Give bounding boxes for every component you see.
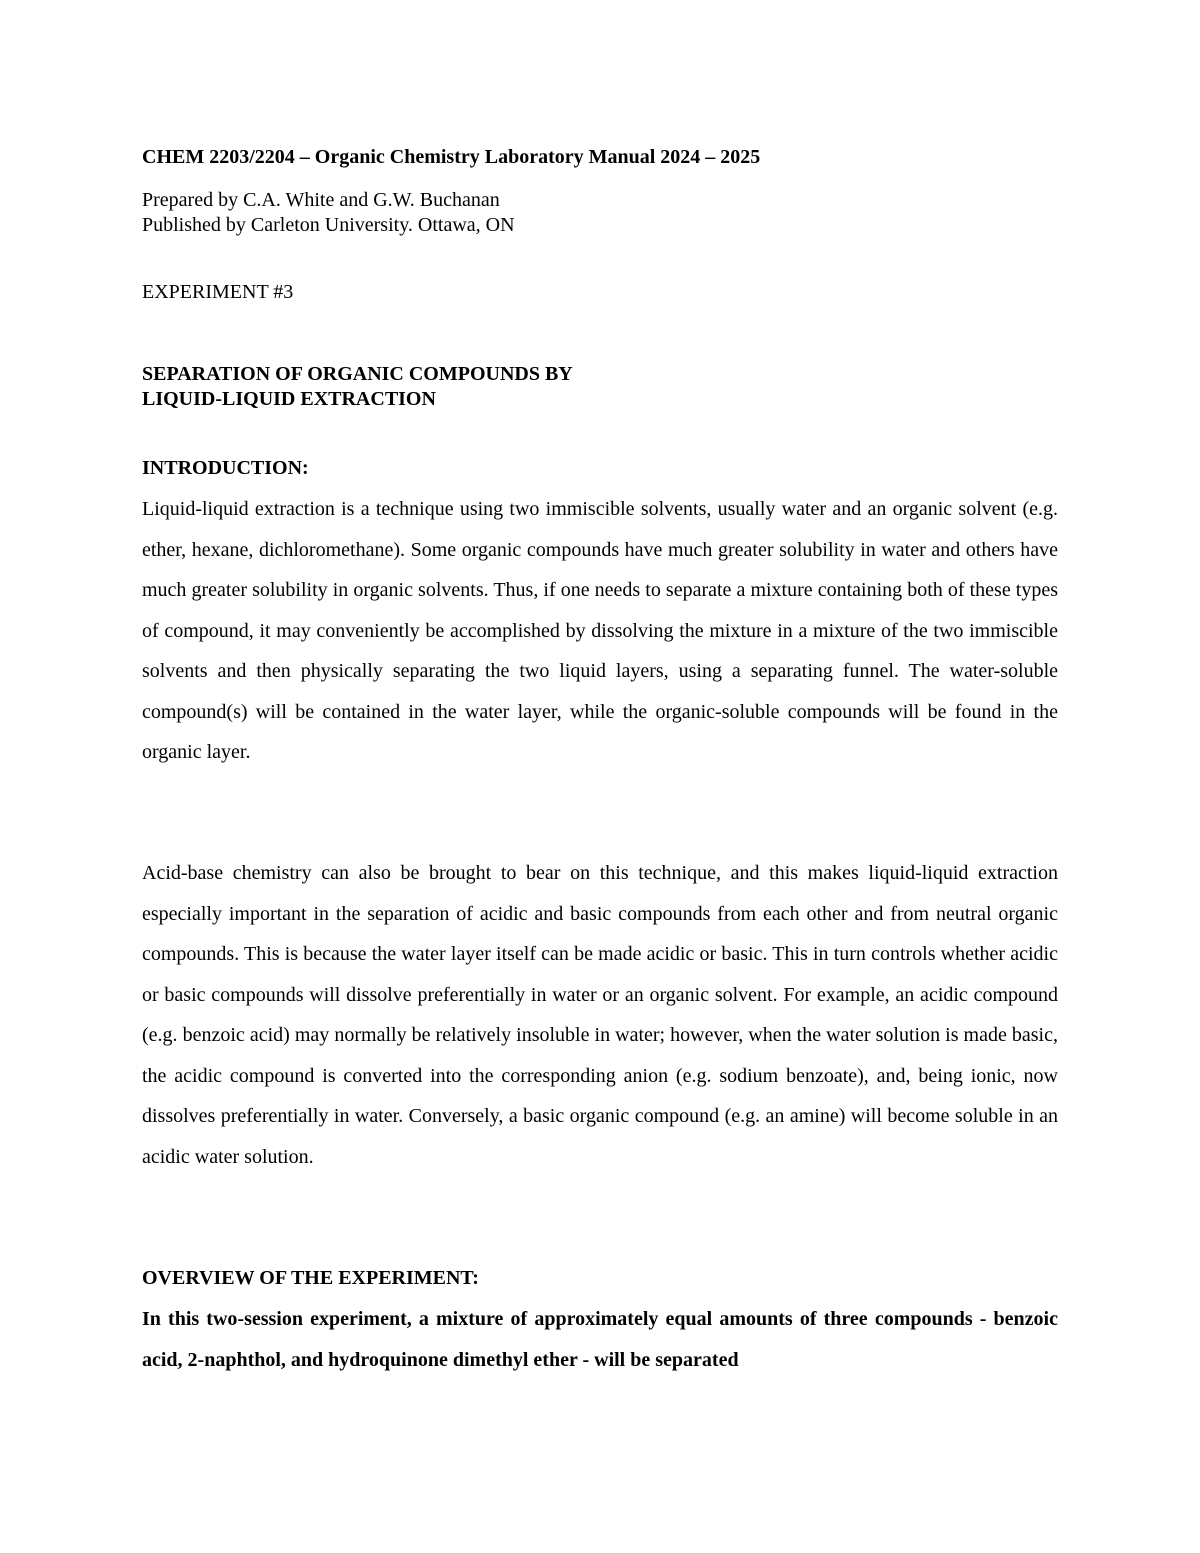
introduction-paragraph-1: Liquid-liquid extraction is a technique using two immiscible solvents, usually water and an organic solvent (e.g. ether, hexane, dichloromethane). Some organic compounds have much greater solubility in water and others have much greater solubility in organic solvents. Thus, if one needs to separate a mixture containing both of these types of compound, it may conveniently be accomplished by dissolving the mixture in a mixture of the two immiscible solvents and then physically separating the two liquid layers, using a separating funnel. The water-soluble compound(s) will be contained in the water layer, while the organic-soluble compounds will be found in the organic layer. bbox=[142, 498, 1058, 763]
introduction-heading: INTRODUCTION: bbox=[142, 457, 309, 479]
experiment-title-line1: SEPARATION OF ORGANIC COMPOUNDS BY bbox=[142, 363, 573, 385]
overview-heading: OVERVIEW OF THE EXPERIMENT: bbox=[142, 1267, 479, 1289]
published-by: Published by Carleton University. Ottawa, ON bbox=[142, 214, 515, 236]
introduction-paragraph-2: Acid-base chemistry can also be brought to bear on this technique, and this makes liquid-liquid extraction especially important in the separation of acidic and basic compounds from each other and from neutral organic compounds. This is because the water layer itself can be made acidic or basic. This in turn controls whether acidic or basic compounds will dissolve preferentially in water or an organic solvent. For example, an acidic compound (e.g. benzoic acid) may normally be relatively insoluble in water; however, when the water solution is made basic, the acidic compound is converted into the corresponding anion (e.g. sodium benzoate), and, being ionic, now dissolves preferentially in water. Conversely, a basic organic compound (e.g. an amine) will become soluble in an acidic water solution. bbox=[142, 862, 1058, 1168]
overview-paragraph: In this two-session experiment, a mixture of approximately equal amounts of three compounds - benzoic acid, 2-naphthol, and hydroquinone dimethyl ether - will be separated bbox=[142, 1308, 1058, 1371]
manual-title: CHEM 2203/2204 – Organic Chemistry Laboratory Manual 2024 – 2025 bbox=[142, 146, 761, 168]
experiment-number: EXPERIMENT #3 bbox=[142, 281, 294, 303]
experiment-title-line2: LIQUID-LIQUID EXTRACTION bbox=[142, 388, 436, 410]
prepared-by: Prepared by C.A. White and G.W. Buchanan bbox=[142, 189, 500, 211]
